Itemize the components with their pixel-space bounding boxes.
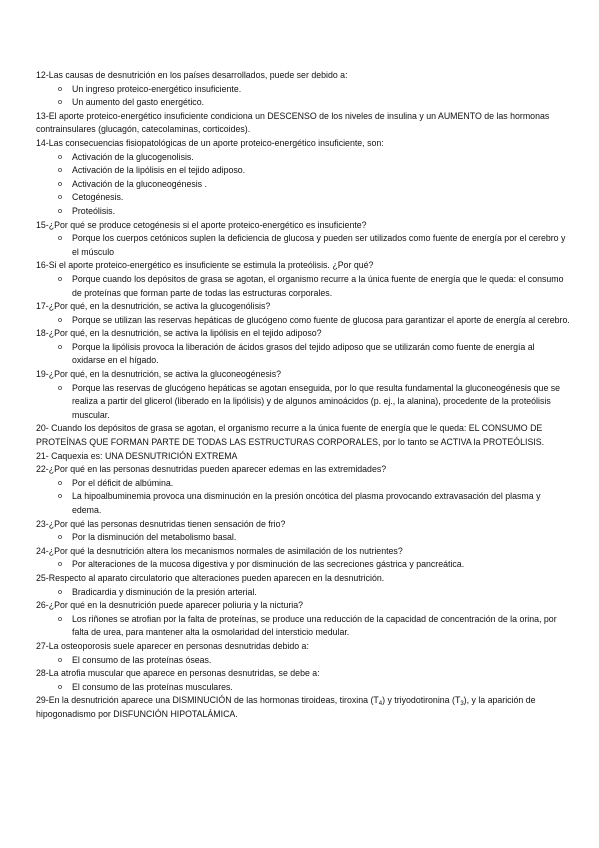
answer-item [36, 151, 570, 165]
answer-text: Por la disminución del metabolismo basal. [72, 532, 237, 543]
t4-subscript: 4 [378, 701, 383, 708]
answer-list [36, 273, 570, 300]
bullet-circle-icon: o [57, 478, 63, 487]
bullet-circle-icon: o [57, 533, 63, 542]
bullet-circle-icon: o [57, 383, 63, 392]
question-text: 25-Respecto al aparato circulatorio que alteraciones pueden aparecen en la desnutrición. [36, 572, 385, 583]
document-page [36, 69, 570, 722]
answer-list [36, 341, 570, 368]
bullet-circle-icon: o [57, 614, 63, 623]
question-29-text-end: ), y la aparición de hipogonadismo por DISFUNCIÓN HIPOTALÁMICA. [36, 695, 536, 719]
answer-text: La hipoalbuminemia provoca una disminución en la presión oncótica del plasma provocando extravasación del plasma y edema. [72, 491, 541, 515]
answer-text: Activación de la gluconeogénesis . [72, 178, 207, 189]
bullet-circle-icon: o [57, 179, 63, 188]
question-text: 24-¿Por qué la desnutrición altera los mecanismos normales de asimilación de los nutrientes? [36, 545, 403, 556]
answer-text: Bradicardia y disminución de la presión arterial. [72, 586, 257, 597]
question-text: 15-¿Por qué se produce cetogénesis si el aporte proteico-energético es insuficiente? [36, 219, 367, 230]
question-list [36, 69, 570, 694]
question-text: 23-¿Por qué las personas desnutridas tienen sensación de frio? [36, 518, 286, 529]
answer-item [36, 273, 570, 300]
answer-list [36, 586, 570, 600]
bullet-circle-icon: o [57, 274, 63, 283]
bullet-circle-icon: o [57, 193, 63, 202]
answer-list [36, 151, 570, 219]
question-text: 18-¿Por qué, en la desnutrición, se activa la lipólisis en el tejido adiposo? [36, 328, 322, 339]
question-29-text-middle: ) y triyodotironina (T [382, 695, 461, 706]
answer-text: Activación de la lipólisis en el tejido adiposo. [72, 165, 246, 176]
bullet-circle-icon: o [57, 98, 63, 107]
question-text: 21- Caquexia es: UNA DESNUTRICIÓN EXTREMA [36, 450, 238, 461]
answer-text: Porque las reservas de glucógeno hepáticas se agotan enseguida, por lo que resulta fundamental la gluconeogénesis que se realiza a partir del glicerol (liberado en la lipólisis) y de algunos aminoácidos (p. ej., la alanina), procedente de la proteólisis muscular. [72, 382, 561, 420]
question-text: 26-¿Por qué en la desnutrición puede aparecer poliuria y la nicturia? [36, 600, 303, 611]
answer-item [36, 232, 570, 259]
answer-item [36, 531, 570, 545]
answer-text: Por el déficit de albúmina. [72, 477, 174, 488]
answer-item [36, 382, 570, 423]
question-text: 16-Si el aporte proteico-energético es insuficiente se estimula la proteólisis. ¿Por qué? [36, 260, 374, 271]
answer-item [36, 205, 570, 219]
question-29 [36, 694, 570, 721]
answer-item [36, 558, 570, 572]
answer-item [36, 586, 570, 600]
answer-item [36, 164, 570, 178]
bullet-circle-icon: o [57, 84, 63, 93]
answer-item [36, 341, 570, 368]
answer-item [36, 681, 570, 695]
question-text: 27-La osteoporosis suele aparecer en personas desnutridas debido a: [36, 640, 309, 651]
answer-text: Un ingreso proteico-energético insuficiente. [72, 83, 242, 94]
bullet-circle-icon: o [57, 655, 63, 664]
answer-list [36, 558, 570, 572]
answer-text: Cetogénesis. [72, 192, 124, 203]
bullet-circle-icon: o [57, 234, 63, 243]
answer-item [36, 314, 570, 328]
answer-list [36, 232, 570, 259]
bullet-circle-icon: o [57, 682, 63, 691]
question-text: 13-El aporte proteico-energético insuficiente condiciona un DESCENSO de los niveles de insulina y un AUMENTO de las hormonas contrainsulares (glucagón, catecolaminas, corticoides). [36, 110, 550, 135]
question-text: 22-¿Por qué en las personas desnutridas pueden aparecer edemas en las extremidades? [36, 464, 387, 475]
answer-item [36, 490, 570, 517]
bullet-circle-icon: o [57, 342, 63, 351]
answer-list [36, 382, 570, 423]
question-text: 12-Las causas de desnutrición en los países desarrollados, puede ser debido a: [36, 70, 348, 80]
answer-item [36, 613, 570, 640]
bullet-circle-icon: o [57, 560, 63, 569]
answer-item [36, 477, 570, 491]
answer-text: Los riñones se atrofian por la falta de proteínas, se produce una reducción de la capacidad de concentración de la orina, por falta de urea, para mantener alta la osmolaridad del intersticio medular. [72, 613, 557, 638]
answer-text: Un aumento del gasto energético. [72, 97, 205, 108]
answer-list [36, 681, 570, 695]
answer-item [36, 191, 570, 205]
answer-item [36, 83, 570, 97]
answer-text: Porque cuando los depósitos de grasa se agotan, el organismo recurre a la única fuente de energía que le queda: el consumo de proteínas que forman parte de todas las estructuras corporales. [72, 273, 564, 298]
answer-item [36, 654, 570, 668]
answer-text: Porque la lipólisis provoca la liberación de ácidos grasos del tejido adiposo que se utilizarán como fuente de energía al oxidarse en el hígado. [72, 341, 535, 366]
answer-list [36, 531, 570, 545]
answer-text: Por alteraciones de la mucosa digestiva y por disminución de las secreciones gástrica y pancreática. [72, 559, 465, 570]
answer-list [36, 83, 570, 110]
answer-list [36, 477, 570, 518]
answer-list [36, 613, 570, 640]
question-text: 19-¿Por qué, en la desnutrición, se activa la gluconeogénesis? [36, 369, 281, 380]
bullet-circle-icon: o [57, 206, 63, 215]
answer-text: Porque los cuerpos cetónicos suplen la deficiencia de glucosa y pueden ser utilizados como fuente de energía por el cerebro y el músculo [72, 233, 566, 257]
bullet-circle-icon: o [57, 152, 63, 161]
answer-text: El consumo de las proteínas óseas. [72, 654, 212, 665]
question-text: 20- Cuando los depósitos de grasa se agotan, el organismo recurre a la única fuente de energía que le queda: EL CONSUMO DE PROTEÍNAS QUE FORMAN PARTE DE TODAS LAS ESTRUCTURAS CORPORALES, por lo tanto se ACTIVA la PROTEÓLISIS. [36, 423, 545, 448]
answer-item [36, 96, 570, 110]
answer-text: Activación de la glucogenolisis. [72, 151, 194, 162]
question-text: 28-La atrofia muscular que aparece en personas desnutridas, se debe a: [36, 668, 320, 679]
answer-list [36, 654, 570, 668]
answer-text: El consumo de las proteínas musculares. [72, 681, 233, 692]
answer-text: Porque se utilizan las reservas hepáticas de glucógeno como fuente de glucosa para garantizar el aporte de energía al cerebro. [72, 314, 570, 325]
question-text: 17-¿Por qué, en la desnutrición, se activa la glucogenólisis? [36, 301, 271, 312]
answer-text: Proteólisis. [72, 205, 116, 216]
question-29-text-start: 29-En la desnutrición aparece una DISMINUCIÓN de las hormonas tiroideas, tiroxina (T [36, 695, 379, 706]
bullet-circle-icon: o [57, 492, 63, 501]
question-text: 14-Las consecuencias fisiopatológicas de un aporte proteico-energético insuficiente, son: [36, 137, 384, 148]
answer-item [36, 178, 570, 192]
bullet-circle-icon: o [57, 315, 63, 324]
bullet-circle-icon: o [57, 587, 63, 596]
t3-subscript: 3 [460, 701, 464, 708]
answer-list [36, 314, 570, 328]
bullet-circle-icon: o [57, 166, 63, 175]
